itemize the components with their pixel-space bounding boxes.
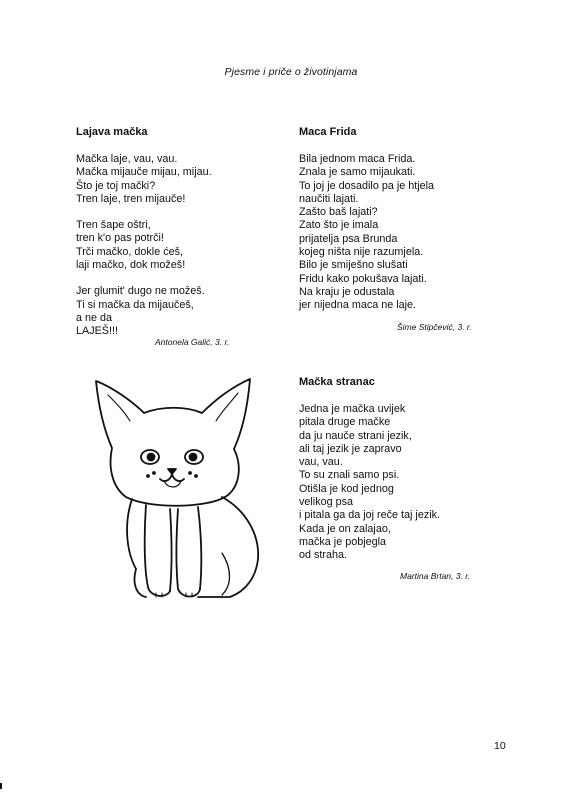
poem-line: Trči mačko, dokle ćeš, bbox=[76, 245, 183, 258]
poem-line: Što je toj mački? bbox=[76, 179, 156, 192]
stanza bbox=[76, 285, 212, 338]
poem-line: Fridu kako pokušava lajati. bbox=[299, 272, 427, 285]
kitten-drawing-icon bbox=[82, 373, 282, 603]
poem-line: kojeg ništa nije razumjela. bbox=[299, 246, 424, 259]
scan-edge-mark bbox=[0, 783, 2, 789]
stanza bbox=[76, 219, 212, 272]
poem-line: ali taj jezik je zapravo bbox=[299, 442, 402, 455]
poem-title: Lajava mačka bbox=[76, 126, 148, 138]
poem-line: To joj je dosadilo pa je htjela bbox=[299, 179, 435, 192]
poem-line: od straha. bbox=[299, 549, 348, 562]
poem-line: Tren šape oštri, bbox=[76, 219, 151, 232]
poem-line: Znala je samo mijaukati. bbox=[299, 166, 416, 179]
page-number: 10 bbox=[494, 740, 506, 752]
poem-author: Antonela Galić, 3. r. bbox=[155, 337, 230, 347]
poem-line: a ne da bbox=[76, 311, 113, 324]
poem-line: Bilo je smiješno slušati bbox=[299, 259, 408, 272]
poem-title: Mačka stranac bbox=[299, 376, 375, 388]
poem-lajava-macka bbox=[76, 126, 212, 352]
poem-maca-frida bbox=[299, 126, 434, 326]
page-header: Pjesme i priče o životinjama bbox=[224, 66, 358, 78]
poem-line: velikog psa bbox=[299, 496, 354, 509]
poem-line: Mačka laje, vau, vau. bbox=[76, 153, 178, 165]
poem-line: To su znali samo psi. bbox=[299, 469, 400, 482]
poem-line: Bila jednom maca Frida. bbox=[299, 153, 416, 165]
poem-line: Mačka mijauče mijau, mijau. bbox=[76, 166, 212, 179]
poem-line: da ju nauče strani jezik, bbox=[299, 429, 412, 442]
poem-line: Zašto baš lajati? bbox=[299, 206, 378, 219]
poem-line: pitala druge mačke bbox=[299, 416, 391, 429]
poem-line: LAJEŠ!!! bbox=[76, 325, 119, 338]
poem-line: i pitala ga da joj reče taj jezik. bbox=[299, 509, 441, 522]
poem-line: Jer glumit' dugo ne možeš. bbox=[76, 285, 205, 298]
poem-line: Na kraju je odustala bbox=[299, 285, 395, 298]
poem-line: Zato što je imala bbox=[299, 219, 379, 232]
poem-title: Maca Frida bbox=[299, 126, 357, 138]
poem-line: vau, vau. bbox=[299, 456, 343, 469]
stanza bbox=[299, 403, 440, 563]
poem-line: jer nijedna maca ne laje. bbox=[299, 299, 417, 312]
poem-author: Martina Brtan, 3. r. bbox=[400, 571, 471, 581]
poem-line: Kada je on zalajao, bbox=[299, 522, 391, 535]
poem-line: tren k'o pas potrči! bbox=[76, 232, 164, 245]
poem-line: mačka je pobjegla bbox=[299, 535, 387, 548]
poem-line: laji mačko, dok možeš! bbox=[76, 259, 186, 272]
poem-line: Jedna je mačka uvijek bbox=[299, 403, 406, 415]
poem-line: naučiti lajati. bbox=[299, 192, 359, 205]
poem-macka-stranac bbox=[299, 376, 440, 576]
poem-author: Šime Stipčević, 3. r. bbox=[397, 322, 472, 332]
stanza bbox=[76, 153, 212, 206]
poem-line: Otišla je kod jednog bbox=[299, 482, 394, 495]
poem-line: Tren laje, tren mijauče! bbox=[76, 192, 186, 205]
poem-line: Ti si mačka da mijaučeš, bbox=[76, 298, 194, 311]
stanza bbox=[299, 153, 434, 313]
poem-line: prijatelja psa Brunda bbox=[299, 232, 398, 245]
